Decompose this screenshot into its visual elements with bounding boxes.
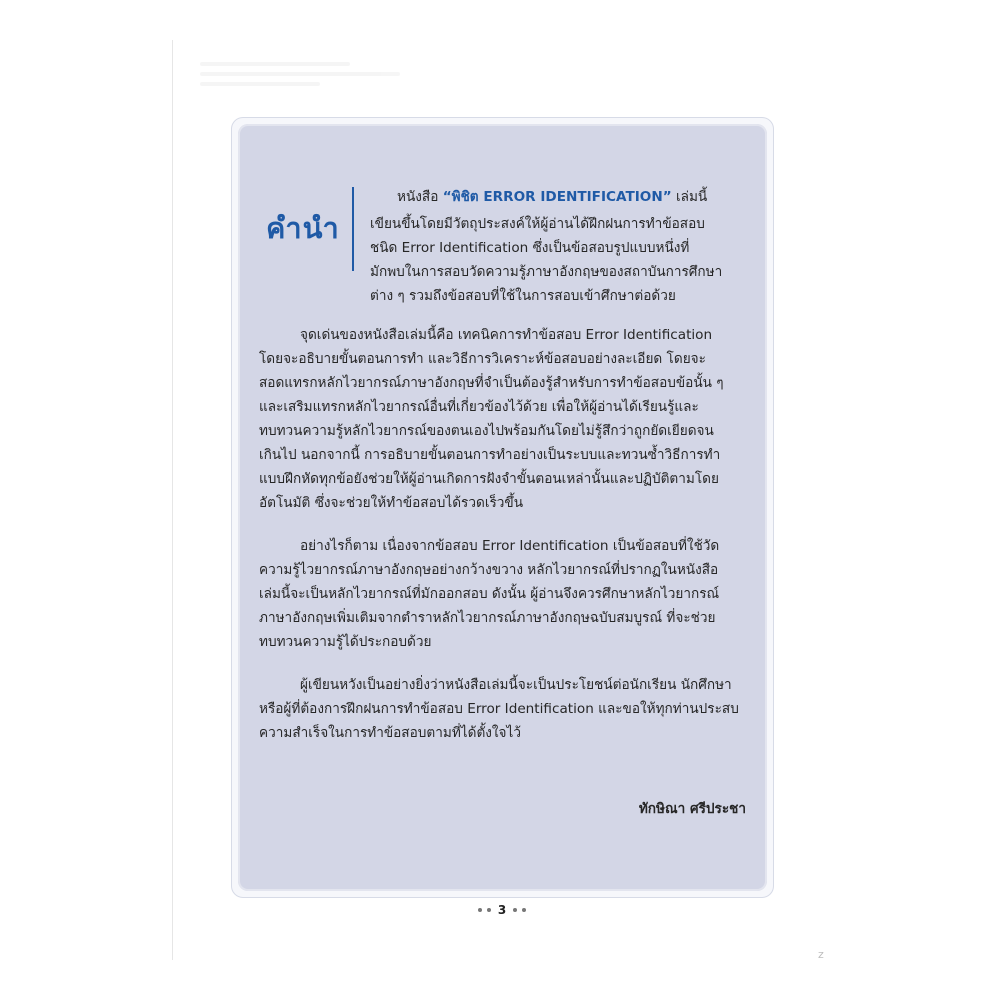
page-number: 3 (497, 903, 507, 917)
intro-line-5: ต่าง ๆ รวมถึงข้อสอบที่ใช้ในการสอบเข้าศึกษาต่อด้วย (370, 288, 676, 304)
author-signature: ทักษิณา ศรีประชา (638, 801, 746, 817)
intro-line-1 (397, 188, 707, 206)
intro-line-1-suffix: เล่มนี้ (671, 189, 708, 205)
dot-icon (478, 908, 482, 912)
paragraph-3-line: ทบทวนความรู้ได้ประกอบด้วย (259, 634, 432, 650)
paragraph-3-line: อย่างไรก็ตาม เนื่องจากข้อสอบ Error Identification เป็นข้อสอบที่ใช้วัด (300, 538, 720, 554)
bleed-through-text (200, 62, 410, 110)
title-divider (352, 187, 354, 271)
page-gutter-line (172, 40, 173, 960)
page-title: คำนำ (266, 211, 340, 245)
dot-icon (513, 908, 517, 912)
paragraph-2-line: เกินไป นอกจากนี้ การอธิบายขั้นตอนการทำอย่างเป็นระบบและทวนซ้ำวิธีการทำ (259, 447, 721, 463)
intro-line-2: เขียนขึ้นโดยมีวัตถุประสงค์ให้ผู้อ่านได้ฝึกฝนการทำข้อสอบ (370, 216, 705, 232)
intro-line-4: มักพบในการสอบวัดความรู้ภาษาอังกฤษของสถาบันการศึกษา (370, 264, 723, 280)
paragraph-2-line: โดยจะอธิบายขั้นตอนการทำ และวิธีการวิเคราะห์ข้อสอบอย่างละเอียด โดยจะ (259, 351, 706, 367)
page-number-footer (470, 902, 534, 918)
paragraph-2-line: แบบฝึกหัดทุกข้อยังช่วยให้ผู้อ่านเกิดการฝังจำขั้นตอนเหล่านั้นและปฏิบัติตามโดย (259, 471, 719, 487)
paragraph-4-line: หรือผู้ที่ต้องการฝึกฝนการทำข้อสอบ Error Identification และขอให้ทุกท่านประสบ (259, 701, 739, 717)
paragraph-2-line: สอดแทรกหลักไวยากรณ์ภาษาอังกฤษที่จำเป็นต้องรู้สำหรับการทำข้อสอบข้อนั้น ๆ (259, 375, 724, 391)
paragraph-2-line: และเสริมแทรกหลักไวยากรณ์อื่นที่เกี่ยวข้องไว้ด้วย เพื่อให้ผู้อ่านได้เรียนรู้และ (259, 399, 699, 415)
paragraph-2-line: อัตโนมัติ ซึ่งจะช่วยให้ทำข้อสอบได้รวดเร็วขึ้น (259, 495, 523, 511)
paragraph-3-line: เล่มนี้จะเป็นหลักไวยากรณ์ที่มักออกสอบ ดังนั้น ผู้อ่านจึงควรศึกษาหลักไวยากรณ์ (259, 586, 720, 602)
book-title-emphasis: “พิชิต ERROR IDENTIFICATION” (442, 189, 672, 205)
paragraph-4-line: ผู้เขียนหวังเป็นอย่างยิ่งว่าหนังสือเล่มนี้จะเป็นประโยชน์ต่อนักเรียน นักศึกษา (300, 677, 732, 693)
paragraph-2-line: จุดเด่นของหนังสือเล่มนี้คือ เทคนิคการทำข้อสอบ Error Identification (300, 327, 713, 343)
paragraph-3-line: ภาษาอังกฤษเพิ่มเติมจากตำราหลักไวยากรณ์ภาษาอังกฤษฉบับสมบูรณ์ ที่จะช่วย (259, 610, 716, 626)
paragraph-4-line: ความสำเร็จในการทำข้อสอบตามที่ได้ตั้งใจไว้ (259, 725, 521, 741)
intro-line-1-prefix: หนังสือ (397, 189, 443, 205)
dot-icon (522, 908, 526, 912)
dot-icon (487, 908, 491, 912)
paragraph-2-line: ทบทวนความรู้หลักไวยากรณ์ของตนเองไปพร้อมกันโดยไม่รู้สึกว่าถูกยัดเยียดจน (259, 423, 714, 439)
intro-line-3: ชนิด Error Identification ซึ่งเป็นข้อสอบรูปแบบหนึ่งที่ (370, 240, 690, 256)
paragraph-3-line: ความรู้ไวยากรณ์ภาษาอังกฤษอย่างกว้างขวาง หลักไวยากรณ์ที่ปรากฏในหนังสือ (259, 562, 719, 578)
corner-mark: z (818, 948, 824, 961)
